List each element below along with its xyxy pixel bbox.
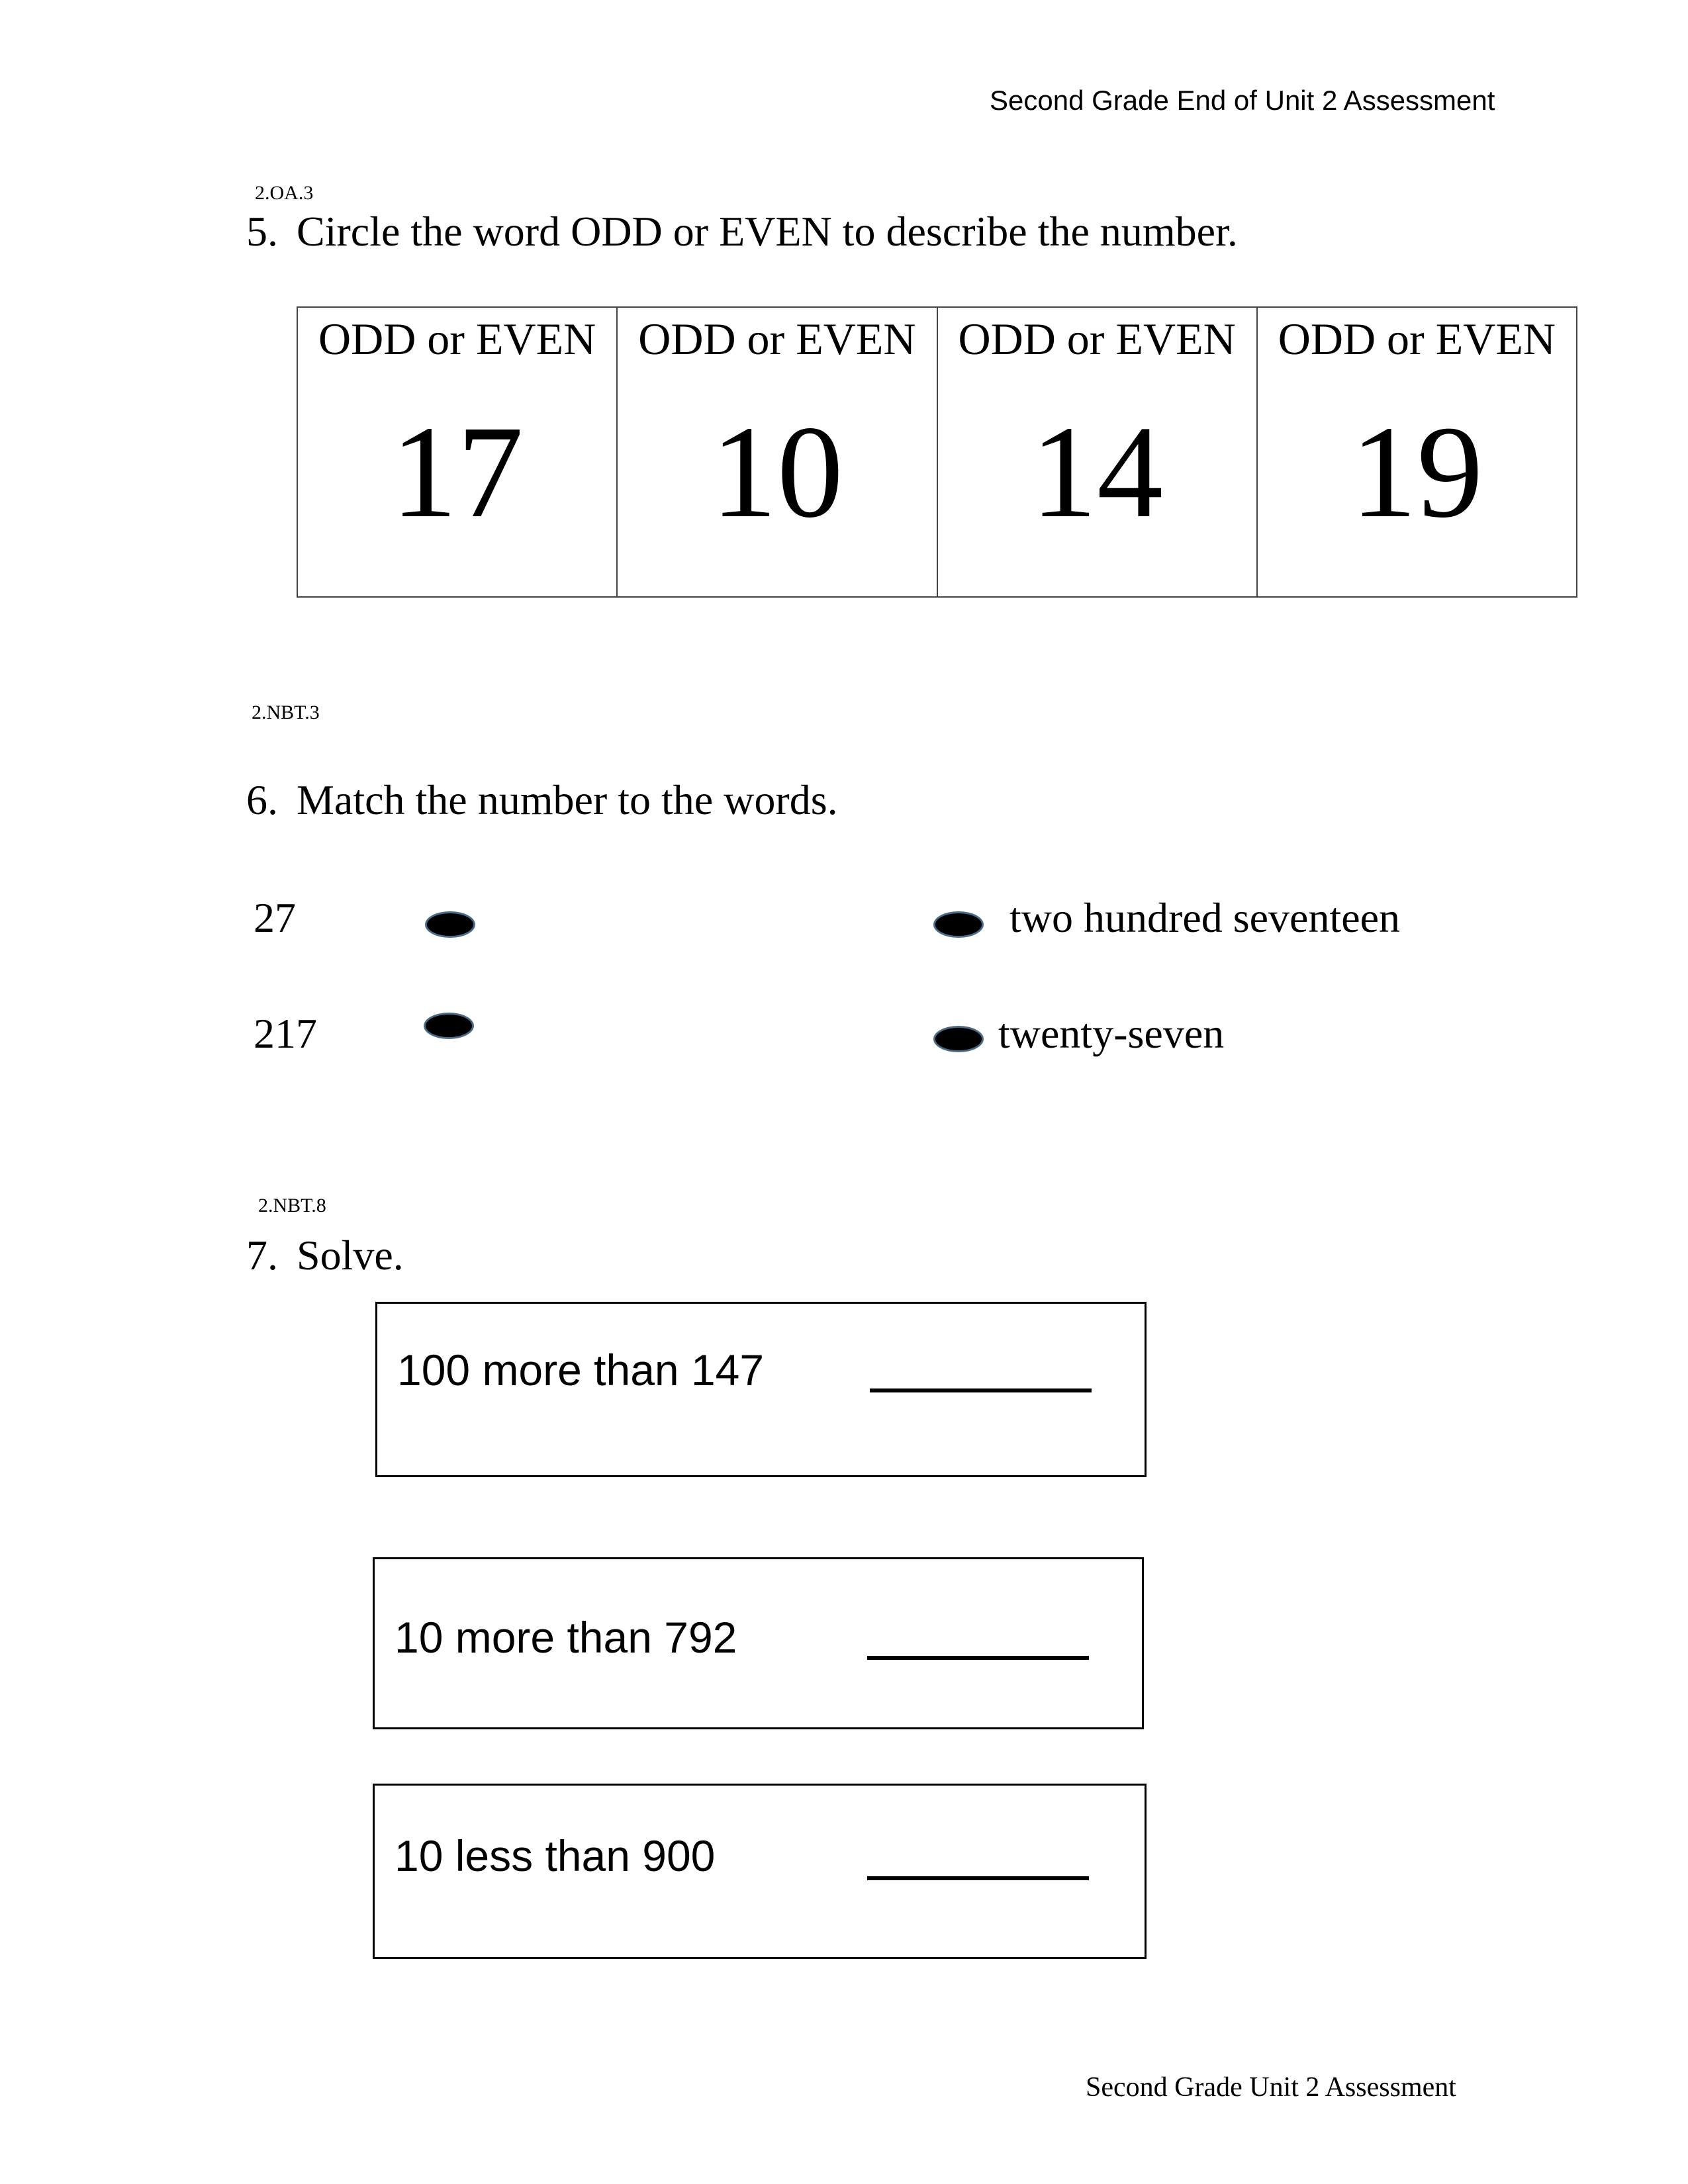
q5-prompt-text: Circle the word ODD or EVEN to describe the number.: [297, 208, 1238, 255]
odd-even-cell[interactable]: [937, 307, 1257, 597]
q7-prompt-text: Solve.: [297, 1232, 404, 1279]
match-dot-left[interactable]: [424, 1013, 474, 1039]
odd-even-label[interactable]: ODD or EVEN: [318, 314, 596, 364]
match-dot-right[interactable]: [933, 911, 984, 938]
q7-number: 7.: [246, 1232, 278, 1279]
odd-even-label[interactable]: ODD or EVEN: [958, 314, 1236, 364]
solve-box: [373, 1784, 1147, 1959]
odd-even-number: 19: [1350, 399, 1483, 545]
answer-line[interactable]: [867, 1656, 1089, 1660]
q6-standard: 2.NBT.3: [252, 702, 320, 723]
solve-problem-text: 10 more than 792: [395, 1613, 737, 1662]
odd-even-label[interactable]: ODD or EVEN: [1278, 314, 1556, 364]
match-dot-left[interactable]: [425, 911, 475, 938]
odd-even-label[interactable]: ODD or EVEN: [638, 314, 916, 364]
odd-even-cell[interactable]: [1257, 307, 1577, 597]
q5-number: 5.: [246, 208, 278, 255]
answer-line[interactable]: [867, 1876, 1089, 1880]
solve-problem-text: 100 more than 147: [397, 1345, 765, 1394]
match-left-number: 27: [254, 894, 296, 941]
match-right-words: two hundred seventeen: [1009, 894, 1401, 941]
match-left-number: 217: [254, 1010, 317, 1057]
solve-problem-text: 10 less than 900: [395, 1831, 716, 1880]
q6-prompt: [246, 776, 838, 825]
match-dot-right[interactable]: [933, 1026, 984, 1052]
solve-box: [375, 1302, 1147, 1477]
odd-even-number: 17: [391, 399, 524, 545]
odd-even-number: 14: [1031, 399, 1164, 545]
odd-even-table: [297, 306, 1577, 598]
page-footer-title: Second Grade Unit 2 Assessment: [1086, 2072, 1456, 2103]
odd-even-cell[interactable]: [297, 307, 617, 597]
q6-number: 6.: [246, 776, 278, 823]
page-header-title: Second Grade End of Unit 2 Assessment: [990, 85, 1495, 116]
q6-prompt-text: Match the number to the words.: [297, 776, 838, 823]
match-right-words: twenty-seven: [998, 1010, 1225, 1057]
q7-standard: 2.NBT.8: [258, 1195, 326, 1216]
q5-prompt: [246, 207, 1238, 256]
answer-line[interactable]: [870, 1388, 1092, 1392]
q7-prompt: [246, 1231, 404, 1280]
odd-even-number: 10: [710, 399, 843, 545]
odd-even-cell[interactable]: [617, 307, 937, 597]
solve-box: [373, 1557, 1144, 1729]
q5-standard: 2.OA.3: [255, 182, 314, 204]
